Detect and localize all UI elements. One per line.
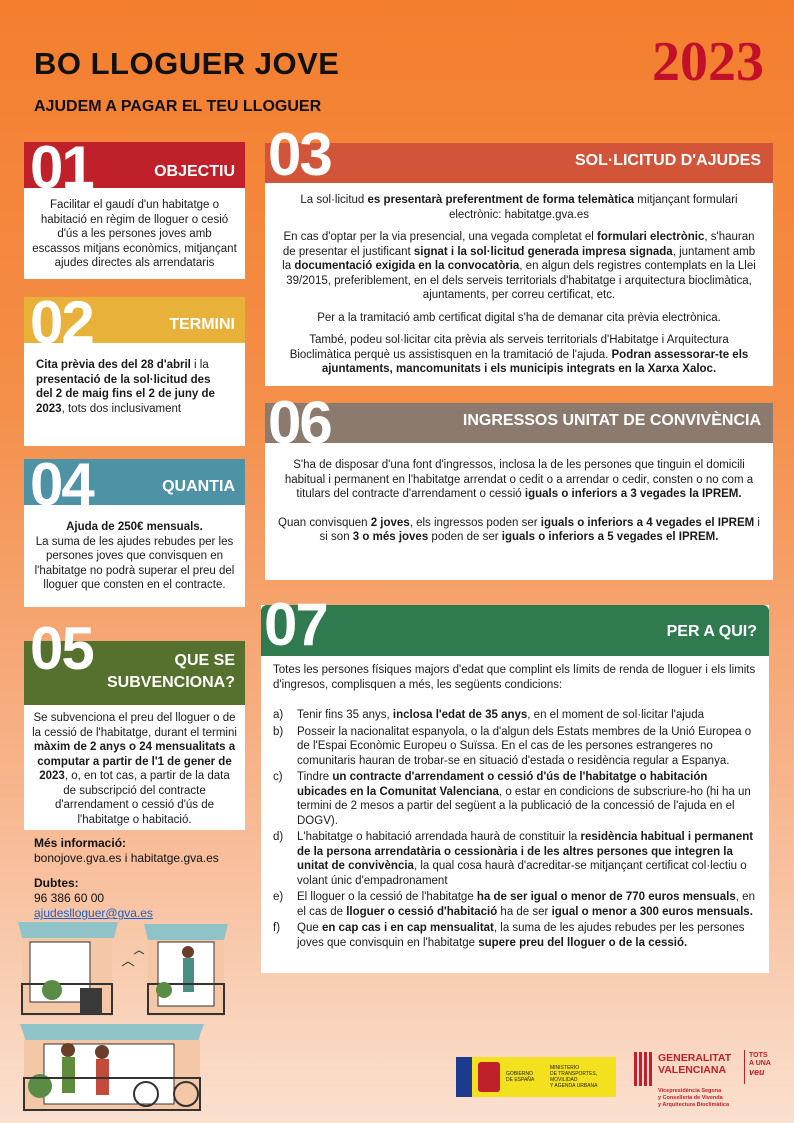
highlight: Podran assessorar-te els ajuntaments, mancomunitats i els municipis integrats en la Xarxa Xaloc.	[321, 348, 749, 375]
awning-shape	[20, 1024, 204, 1040]
highlight: en cap cas i en cap mensualitat	[321, 922, 494, 934]
generalitat-logo	[634, 1050, 784, 1114]
list-letter: e)	[273, 891, 284, 903]
awning-shape	[144, 924, 228, 940]
more-info-links[interactable]: bonojove.gva.es i habitatge.gva.es	[34, 851, 219, 865]
section-number: 04	[30, 451, 93, 518]
list-item	[273, 830, 757, 888]
ministerio-text	[550, 1065, 614, 1089]
label-line: QUE SE	[174, 652, 235, 669]
section-label: QUANTIA	[162, 478, 235, 495]
card-per-a-qui	[261, 591, 769, 973]
highlight: es presentarà preferentment de forma telemàtica	[367, 194, 635, 206]
section-label	[107, 650, 235, 694]
text: , la qual cosa haurà d'acreditar-se mitjançant certificat col·lectiu o volant únic d'empadronament	[297, 860, 747, 887]
person-head-shape	[182, 946, 194, 958]
list-item	[273, 708, 757, 723]
gobierno-logo	[456, 1057, 616, 1097]
text: , en el cas de	[297, 891, 755, 918]
person-body-shape	[62, 1057, 75, 1093]
highlight: lloguer o cessió d'habitació	[346, 905, 498, 918]
email-link[interactable]: ajudeslloguer@gva.es	[34, 906, 153, 920]
text: , s'hauran de presentar el justificant	[282, 231, 755, 258]
person-body-shape	[183, 958, 194, 992]
section-number: 02	[30, 289, 93, 356]
logo-text: VALENCIANA	[658, 1064, 727, 1076]
card-termini	[24, 289, 245, 446]
coat-of-arms-icon	[478, 1062, 500, 1092]
chair-shape	[80, 988, 102, 1014]
text: i si son	[319, 516, 760, 543]
card-ingressos	[265, 389, 773, 580]
text: , els ingressos poden ser	[409, 516, 541, 529]
gobierno-text	[506, 1071, 550, 1083]
bird-shape	[122, 962, 134, 966]
section-text: Facilitar el gaudí d'un habitatge o habitació en règim de lloguer o cesió d'ús a les persones joves amb escassos mitjans econòmics, mitjançant ajudes directes als arrendataris	[32, 199, 237, 269]
highlight: documentació exigida en la convocatòria	[294, 260, 520, 272]
section-text	[281, 193, 757, 385]
list-item	[273, 921, 757, 950]
logo-text: GOBIERNO	[506, 1071, 533, 1077]
list-letter: a)	[273, 709, 284, 721]
highlight: un contracte d'arrendament o cessió d'ús de l'habitatge o habitación ubicades en la Comunitat Valenciana	[297, 771, 708, 798]
highlight: residència habitual i permanent de la persona arrendatària o cessionària i de les altres persones que integren la unitat de convivència	[297, 831, 754, 872]
section-text	[275, 458, 763, 553]
text: En cas d'optar per la via presencial, una vegada completat el	[283, 231, 597, 243]
section-number: 05	[30, 615, 93, 682]
tots-a-una-veu-logo	[749, 1052, 771, 1076]
text: Que	[297, 922, 322, 934]
highlight: inclosa l'edat de 35 anys	[392, 709, 528, 721]
text: , juntament amb la	[282, 245, 756, 272]
text: mitjançant formulari electrònic: habitatge.gva.es	[448, 194, 738, 221]
logo-text: DE TRANSPORTES, MOVILIDAD	[550, 1071, 598, 1083]
text: La suma de les ajudes rebudes per les persones joves que convisquen en l'habitatge no podrà superar el preu del lloguer que consten en el contracte.	[34, 535, 235, 591]
highlight: supere preu del lloguer o de la cessió.	[478, 936, 688, 949]
awning-shape	[18, 922, 118, 938]
contact-info	[34, 836, 219, 921]
year-label: 2023	[652, 31, 764, 93]
section-number: 06	[268, 389, 331, 456]
more-info-label: Més informació:	[34, 836, 127, 850]
doubts-label: Dubtes:	[34, 876, 79, 890]
highlight: ha de ser igual o menor de 770 euros mensuals	[476, 891, 736, 903]
plant-shape	[42, 980, 62, 1000]
section-label: SOL·LICITUD D'AJUDES	[574, 152, 761, 169]
section-number: 03	[268, 121, 331, 188]
logo-text: DE ESPAÑA	[506, 1077, 535, 1083]
text: La sol·licitud	[300, 194, 368, 206]
person-head-shape	[95, 1045, 109, 1059]
highlight: iguals o inferiors a 5 vegades el IPREM.	[501, 531, 719, 543]
text: Se subvenciona el preu del lloguer o de la cessió de l'habitatge, durant el termini	[32, 712, 237, 739]
gva-text	[658, 1052, 731, 1076]
highlight: signat i la sol·licitud generada impresa signada	[413, 245, 673, 258]
highlight: Ajuda de 250€ mensuals.	[66, 521, 203, 533]
list-item	[273, 770, 757, 828]
page-subtitle: AJUDEM A PAGAR EL TEU LLOGUER	[34, 98, 322, 115]
page-title: BO LLOGUER JOVE	[34, 46, 340, 81]
list-letter: b)	[273, 725, 284, 738]
highlight: Cita prèvia des del 28 d'abril	[36, 359, 191, 371]
balcony-illustration	[18, 918, 228, 1118]
highlight: màxim de 2 anys o 24 mensualitats a computar a partir de l'1 de gener de 2023	[33, 741, 236, 782]
intro-text: Totes les persones físiques majors d'edat que complint els límits de renda de lloguer i els limits d'ingresos, complisquen a més, les següents condicions:	[273, 664, 756, 691]
logo-text: y Arquitectura Bioclimàtica	[658, 1102, 730, 1108]
highlight: igual o menor a 300 euros mensuals.	[551, 905, 753, 918]
logo-text: TOTS	[749, 1052, 768, 1059]
card-quantia	[24, 451, 245, 607]
text: L'habitatge o habitació arrendada haurà de constituir la	[297, 831, 581, 843]
logo-text: A UNA	[749, 1060, 771, 1067]
text: S'ha de disposar d'una font d'ingressos, inclosa la de les persones que tinguin el domicili habitual i permanent en l'habitatge arrendat o cedit o a arrendar o cedir, consten o no com a titulars del contracte d'arrendament o cessió	[284, 459, 754, 500]
text: Tenir fins 35 anys,	[297, 709, 393, 721]
section-text	[32, 711, 237, 827]
text: També, podeu sol·licitar cita prèvia als serveis territorials d'Habitatge i Arquitectura Bioclimàtica perquè us assistisquen en la tramitació de l'ajuda.	[289, 334, 729, 361]
gva-emblem-icon	[634, 1052, 652, 1086]
divider	[744, 1050, 745, 1084]
section-label: TERMINI	[169, 316, 235, 333]
text: , la suma de les ajudes rebudes per les persones joves que convisquin en l'habitatge	[297, 922, 745, 949]
highlight: 3 o més joves	[352, 531, 429, 543]
section-label: PER A QUI?	[666, 623, 757, 640]
highlight: presentació de la sol·licitud des del 2 de maig fins el 2 de juny de 2023	[36, 373, 215, 415]
eu-flag-icon	[456, 1057, 472, 1097]
logo-text: y Conselleria de Vivenda	[658, 1095, 723, 1101]
card-objectiu	[24, 134, 245, 279]
text: El lloguer o la cessió de l'habitatge	[297, 891, 477, 903]
list-letter: d)	[273, 831, 284, 843]
highlight: formulari electrònic	[597, 231, 705, 243]
section-text	[36, 358, 229, 416]
highlight: iguals o inferiors a 4 vegades el IPREM	[540, 516, 755, 529]
list-letter: c)	[273, 771, 283, 783]
logo-text: Vicepresidència Segona	[658, 1088, 722, 1094]
list-item	[273, 725, 757, 769]
card-sollicitud	[265, 121, 773, 386]
text: , en algun dels registres contemplats en la Llei 39/2015, preferiblement, en el dels serveis territorials d'habitatge i arquitectura bioclimàtica, ajuntaments, per correu certificat, etc.	[286, 260, 756, 301]
logo-text: MINISTERIO	[550, 1065, 580, 1071]
text: ha de ser	[497, 905, 552, 918]
conditions-list	[273, 708, 757, 950]
card-que-se-subvenciona	[24, 615, 245, 830]
text: Posseir la nacionalitat espanyola, o la d'algun dels Estats membres de la Unió Europea o de l'Espai Econòmic Europeu o Suïssa. En el cas de les persones estrangeres no comunitaris hauran de trobar-se en situació d'estada o residència regular a Espanya.	[297, 725, 752, 767]
highlight: 2 joves	[370, 516, 410, 529]
text: , o, en tot cas, a partir de la data de subscripció del contracte d'arrendament o cessió d'ús de l'habitatge o habitació.	[54, 770, 230, 826]
vicepresidencia-text	[658, 1088, 729, 1109]
logo-text: veu	[749, 1067, 765, 1077]
text: , o estar en condicions de subscriure-ho (hi ha un termini de 2 mesos a partir del següent a la publicació de la concessió de l'ajuda en el DOGV).	[297, 785, 751, 827]
section-label: OBJECTIU	[154, 163, 235, 180]
person-head-shape	[61, 1043, 75, 1057]
section-number: 07	[264, 591, 327, 658]
section-label: INGRESSOS UNITAT DE CONVIVÈNCIA	[462, 412, 761, 429]
logo-text: Y AGENDA URBANA	[550, 1083, 598, 1089]
list-item	[273, 890, 757, 919]
text: Tindre	[297, 771, 333, 783]
text: Quan convisquen	[278, 516, 371, 529]
section-number: 01	[30, 134, 93, 201]
phone-number: 96 386 60 00	[34, 891, 105, 905]
highlight: iguals o inferiors a 3 vegades la IPREM.	[524, 488, 742, 500]
text: , en el moment de sol·licitar l'ajuda	[527, 709, 704, 721]
label-line: SUBVENCIONA?	[106, 674, 235, 691]
bird-shape	[134, 951, 144, 954]
plant-shape	[156, 982, 172, 998]
section-text	[273, 663, 757, 952]
text: , tots dos inclusivament	[61, 402, 182, 415]
list-letter: f)	[273, 922, 281, 934]
section-text	[32, 520, 237, 593]
logo-text: GENERALITAT	[658, 1052, 732, 1064]
text: poden de ser	[428, 531, 502, 543]
text: Per a la tramitació amb certificat digital s'ha de demanar cita prèvia electrònica.	[317, 311, 721, 324]
text: i la	[190, 359, 209, 371]
